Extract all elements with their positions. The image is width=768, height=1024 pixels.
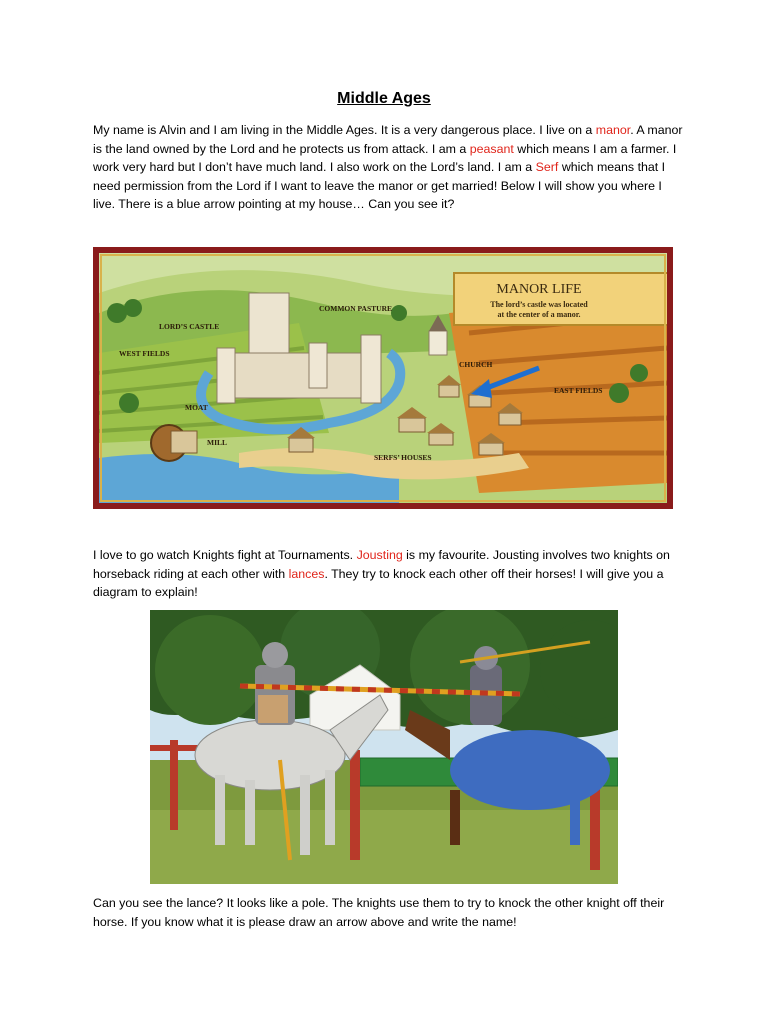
label-moat: MOAT [185, 403, 208, 412]
banner-line-1: The lord’s castle was located [490, 300, 588, 309]
banner-line-2: at the center of a manor. [497, 310, 581, 319]
label-church: CHURCH [459, 360, 493, 369]
term-lances: lances [288, 566, 325, 581]
question-paragraph: Can you see the lance? It looks like a pole. The knights use them to try to knock the other knight off their horse. If you know what it is please draw an arrow above and write the name! [93, 896, 665, 929]
term-jousting: Jousting [356, 548, 403, 562]
label-lords-castle: LORD’S CASTLE [159, 322, 220, 331]
label-mill: MILL [207, 438, 228, 447]
label-common-pasture: COMMON PASTURE [319, 304, 392, 313]
label-serfs-houses: SERFS’ HOUSES [374, 453, 432, 462]
banner-title: MANOR LIFE [496, 282, 582, 297]
term-serf: Serf [535, 160, 559, 175]
term-peasant: peasant [469, 141, 514, 156]
page-title: Middle Ages [337, 90, 431, 107]
label-west-fields: WEST FIELDS [119, 349, 170, 358]
jousting-paragraph: I love to go watch Knights fight at Tournaments. Jousting is my favourite. Jousting involves two knights on horseback riding at each other with lances. They try to knock each other off their horses! I will give you a diagram to explain! [93, 548, 670, 600]
term-manor: manor [595, 123, 631, 137]
manor-map-illustration [93, 247, 673, 509]
intro-paragraph: My name is Alvin and I am living in the Middle Ages. It is a very dangerous place. I live on a manor. A manor is the land owned by the Lord and he protects us from attack. I am a peasant which means I am a farmer. I work very hard but I don’t have much land. I also work on the Lord’s land. I am a Serf which means that I need permission from the Lord if I want to leave the manor or get married! Below I will show you where I live. There is a blue arrow pointing at my house… Can you see it? [93, 123, 683, 212]
label-east-fields: EAST FIELDS [554, 386, 603, 395]
jousting-photo [150, 610, 618, 884]
